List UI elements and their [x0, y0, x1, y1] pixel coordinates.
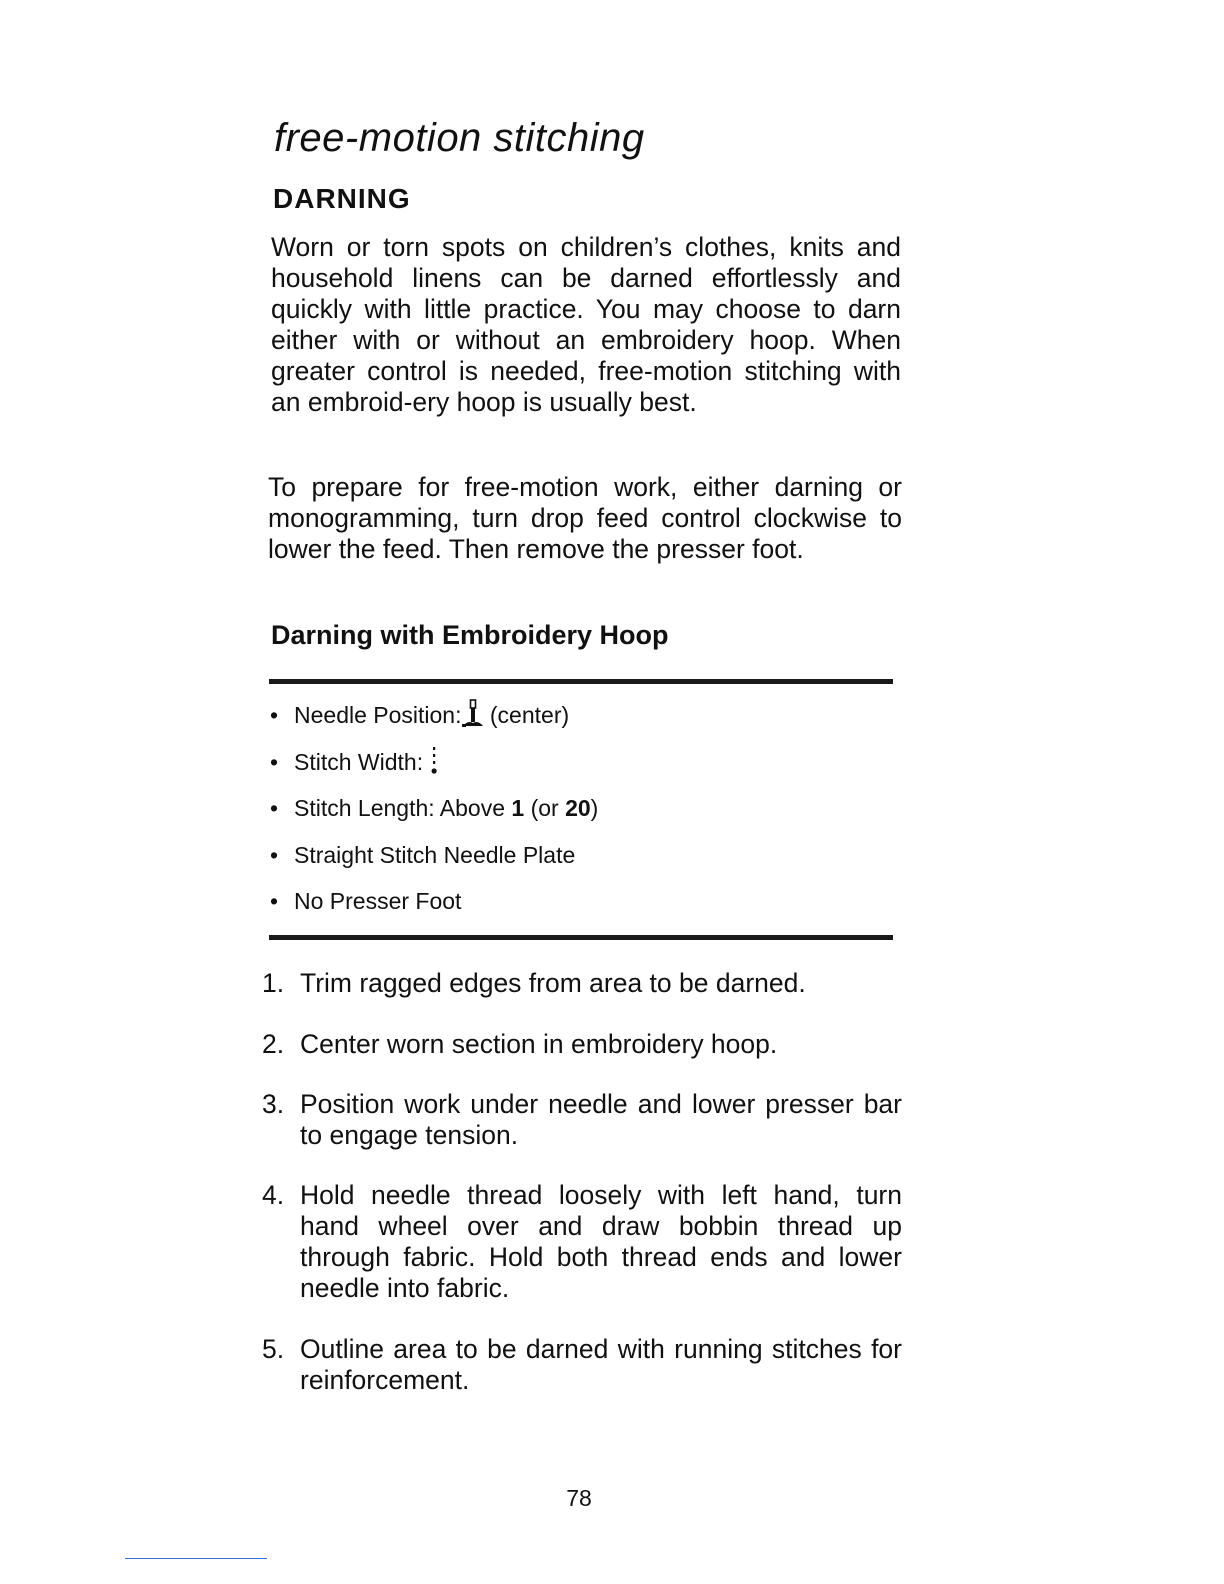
section-heading-darning: DARNING	[273, 183, 411, 214]
step-item	[262, 1180, 902, 1304]
step-number: 3.	[262, 1089, 285, 1119]
step-number: 2.	[262, 1029, 285, 1059]
subheading-darning-with-hoop: Darning with Embroidery Hoop	[271, 620, 669, 650]
step-item	[262, 1334, 902, 1396]
preparation-paragraph: To prepare for free-motion work, either darning or monogramming, turn drop feed control clockwise to lower the feed. Then remove the presser foot.	[268, 472, 902, 564]
stitch-width-label: Stitch Width:	[294, 748, 424, 775]
page-title: free-motion stitching	[274, 116, 645, 160]
bullet: •	[270, 702, 279, 728]
step-text: Center worn section in embroidery hoop.	[300, 1029, 778, 1059]
stitch-width-dots-icon	[430, 746, 438, 785]
stitch-length-alt-suffix: )	[590, 795, 599, 821]
footer-divider	[125, 1558, 267, 1559]
step-item	[262, 1089, 902, 1151]
setting-stitch-width	[270, 745, 598, 792]
darning-steps-list	[262, 968, 902, 1396]
needle-center-icon	[462, 699, 484, 738]
bullet: •	[270, 841, 279, 868]
step-item	[262, 968, 902, 999]
intro-paragraph: Worn or torn spots on children’s clothes, knits and household linens can be darned effortlessly and quickly with little practice. You may choose to darn either with or without an embroidery hoop. When greater control is needed, free-motion stitching with an embroid-ery hoop is usually best.	[271, 232, 901, 417]
stitch-length-label: Stitch Length: Above	[294, 795, 512, 821]
page-number: 78	[566, 1485, 592, 1511]
stitch-length-value: 1	[511, 795, 525, 821]
presser-foot-text: No Presser Foot	[294, 888, 462, 914]
settings-bottom-rule	[269, 935, 893, 940]
setting-needle-position	[270, 698, 598, 745]
step-number: 4.	[262, 1180, 285, 1210]
machine-settings-list	[270, 698, 598, 931]
step-text: Position work under needle and lower presser bar to engage tension.	[300, 1089, 902, 1150]
step-number: 5.	[262, 1334, 285, 1364]
bullet: •	[270, 888, 279, 914]
step-text: Hold needle thread loosely with left hand, turn hand wheel over and draw bobbin thread up through fabric. Hold both thread ends and lower needle into fabric.	[300, 1180, 902, 1303]
stitch-length-alt-prefix: (or	[524, 795, 566, 821]
step-text: Outline area to be darned with running stitches for reinforcement.	[300, 1334, 902, 1395]
needle-position-label: Needle Position:	[294, 702, 462, 728]
stitch-length-alt-value: 20	[565, 795, 591, 821]
needle-position-value: (center)	[489, 702, 570, 728]
setting-presser-foot	[270, 884, 598, 931]
settings-top-rule	[269, 679, 893, 684]
setting-stitch-length	[270, 791, 598, 838]
step-text: Trim ragged edges from area to be darned.	[300, 968, 806, 998]
bullet: •	[270, 795, 279, 821]
bullet: •	[270, 748, 279, 775]
setting-needle-plate	[270, 838, 598, 885]
step-item	[262, 1029, 902, 1060]
step-number: 1.	[262, 968, 285, 998]
needle-plate-text: Straight Stitch Needle Plate	[294, 841, 576, 868]
